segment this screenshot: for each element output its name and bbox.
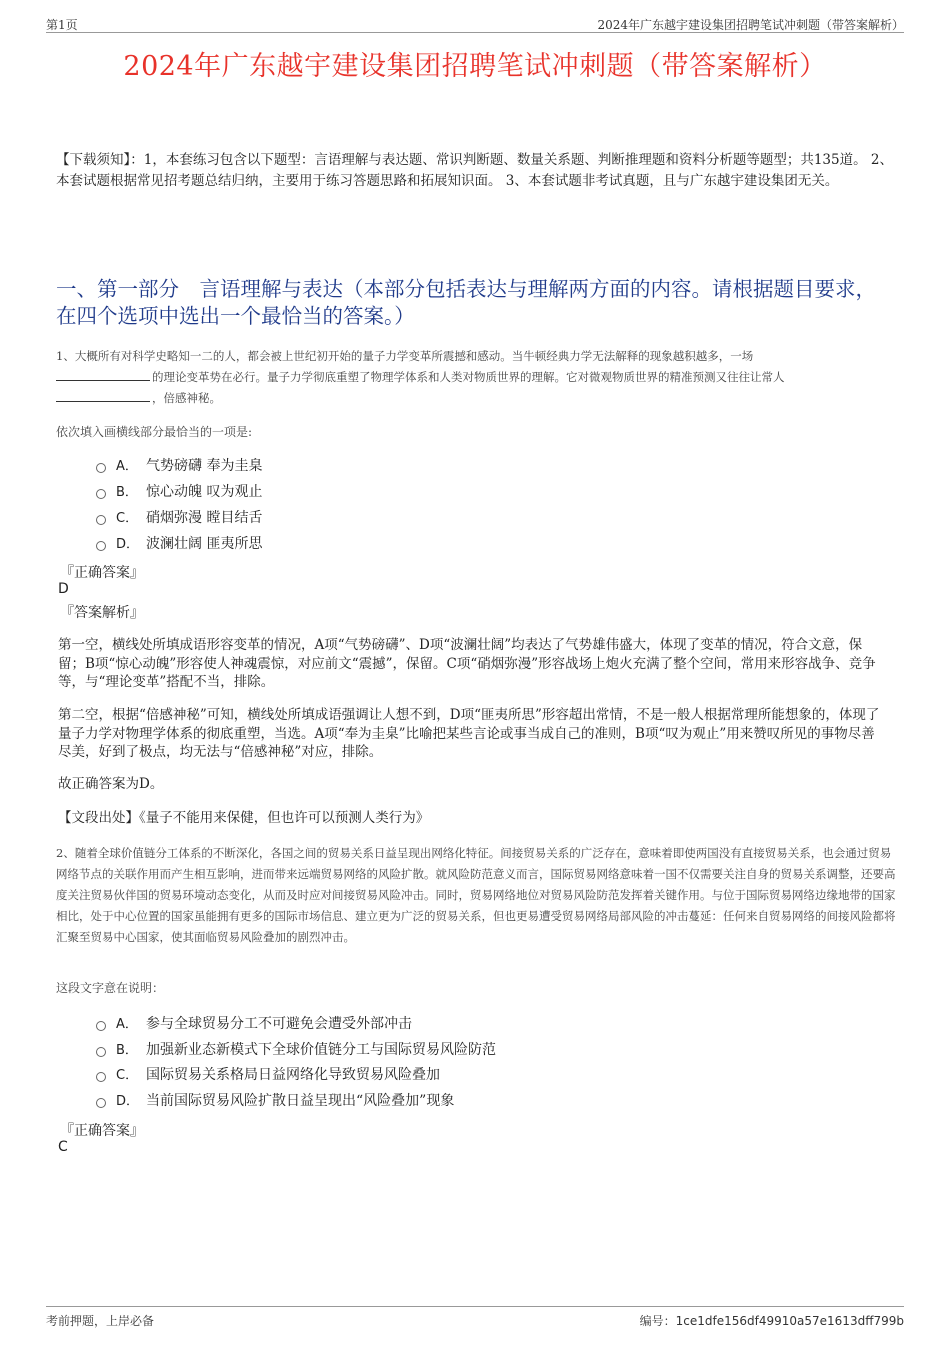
analysis-label: 『答案解析』: [60, 605, 144, 621]
header-doc-title: 2024年广东越宇建设集团招聘笔试冲刺题（带答案解析）: [597, 18, 904, 32]
radio-icon[interactable]: [96, 489, 106, 499]
question-1-text: 1、大概所有对科学史略知一二的人，都会被上世纪初开始的量子力学变革所震撼和感动。当牛顿经典力学无法解释的现象越积越多，一场 的理论变革势在必行。量子力学彻底重塑了物理学体系和人类对物质世界的理解。它对微观物质世界的精准预测又往往让常人 ，倍感神秘。: [56, 349, 785, 405]
radio-icon[interactable]: [96, 1072, 106, 1082]
radio-icon[interactable]: [96, 1047, 106, 1057]
radio-icon[interactable]: [96, 515, 106, 525]
document-code: 编号：1ce1dfe156df49910a57e1613dff799b: [639, 1314, 904, 1328]
option-b[interactable]: B． 加强新业态新模式下全球价值链分工与国际贸易风险防范: [96, 1040, 496, 1060]
answer-blank-2: [56, 389, 150, 402]
option-b[interactable]: B． 惊心动魄 叹为观止: [96, 482, 262, 502]
correct-answer-label: 『正确答案』: [60, 565, 144, 581]
correct-answer-value: D: [58, 581, 69, 597]
download-notice: 【下载须知】：1，本套练习包含以下题型：言语理解与表达题、常识判断题、数量关系题、判断推理题和资料分析题等题型；共135道。 2、本套试题根据常见招考题总结归纳，主要用于练习答题思路和拓展知识面。 3、本套试题非考试真题，且与广东越宇建设集团无关。: [56, 152, 893, 189]
source-citation: 【文段出处】《量子不能用来保健，但也许可以预测人类行为》: [58, 810, 430, 826]
analysis-paragraph-2: 第二空，根据“倍感神秘”可知，横线处所填成语强调让人想不到，D项“匪夷所思”形容超出常情，不是一般人根据常理所能想象的，体现了量子力学对物理学体系的彻底重塑，当选。A项“奉为圭臬”比喻把某些言论或事当成自己的准则，B项“叹为观止”用来赞叹所见的事物尽善尽美，好到了极点，均无法与“倍感神秘”对应，排除。: [58, 707, 880, 760]
option-d[interactable]: D． 波澜壮阔 匪夷所思: [96, 534, 262, 554]
radio-icon[interactable]: [96, 1098, 106, 1108]
radio-icon[interactable]: [96, 1021, 106, 1031]
document-title: 2024年广东越宇建设集团招聘笔试冲刺题（带答案解析）: [123, 51, 827, 82]
answer-blank-1: [56, 368, 150, 381]
page-header: [46, 14, 904, 33]
radio-icon[interactable]: [96, 463, 106, 473]
analysis-paragraph-1: 第一空，横线处所填成语形容变革的情况，A项“气势磅礴”、D项“波澜壮阔”均表达了气势雄伟盛大，体现了变革的情况，符合文意，保留；B项“惊心动魄”形容使人神魂震惊，对应前文“震撼”，保留。C项“硝烟弥漫”形容战场上炮火充满了整个空间，常用来形容战争、竞争等，与“理论变革”搭配不当，排除。: [58, 637, 876, 690]
correct-answer-value: C: [58, 1139, 68, 1155]
radio-icon[interactable]: [96, 541, 106, 551]
option-c[interactable]: C． 国际贸易关系格局日益网络化导致贸易风险叠加: [96, 1065, 440, 1085]
question-2-text: 2、随着全球价值链分工体系的不断深化，各国之间的贸易关系日益呈现出网络化特征。间接贸易关系的广泛存在，意味着即使两国没有直接贸易关系，也会通过贸易网络节点的关联作用而产生相互影响，进而带来远端贸易网络的风险扩散。就风险防范意义而言，国际贸易网络意味着一国不仅需要关注自身的贸易关系调整，还要高度关注贸易伙伴国的贸易环境动态变化，从而及时应对间接贸易风险冲击。同时，贸易网络地位对贸易风险防范发挥着关键作用。与位于国际贸易网络边缘地带的国家相比，处于中心位置的国家虽能拥有更多的国际市场信息、建立更为广泛的贸易关系，但也更易遭受贸易网络局部风险的冲击蔓延：任何来自贸易网络的间接风险都将汇聚至贸易中心国家，使其面临贸易风险叠加的剧烈冲击。: [56, 846, 896, 944]
option-a[interactable]: A． 气势磅礴 奉为圭臬: [96, 456, 262, 476]
option-c[interactable]: C． 硝烟弥漫 瞠目结舌: [96, 508, 262, 528]
correct-answer-label: 『正确答案』: [60, 1123, 144, 1139]
option-a[interactable]: A． 参与全球贸易分工不可避免会遭受外部冲击: [96, 1014, 412, 1034]
page-footer: [46, 1306, 904, 1329]
question-1-prompt: 依次填入画横线部分最恰当的一项是:: [56, 425, 253, 439]
question-2-prompt: 这段文字意在说明：: [56, 981, 165, 995]
section-heading: 一、第一部分 言语理解与表达（本部分包括表达与理解两方面的内容。请根据题目要求，在四个选项中选出一个最恰当的答案。）: [56, 277, 876, 328]
footer-slogan: 考前押题，上岸必备: [46, 1314, 155, 1328]
page-number: 第1页: [46, 18, 78, 32]
option-d[interactable]: D． 当前国际贸易风险扩散日益呈现出“风险叠加”现象: [96, 1091, 454, 1111]
conclusion: 故正确答案为D。: [58, 776, 164, 792]
